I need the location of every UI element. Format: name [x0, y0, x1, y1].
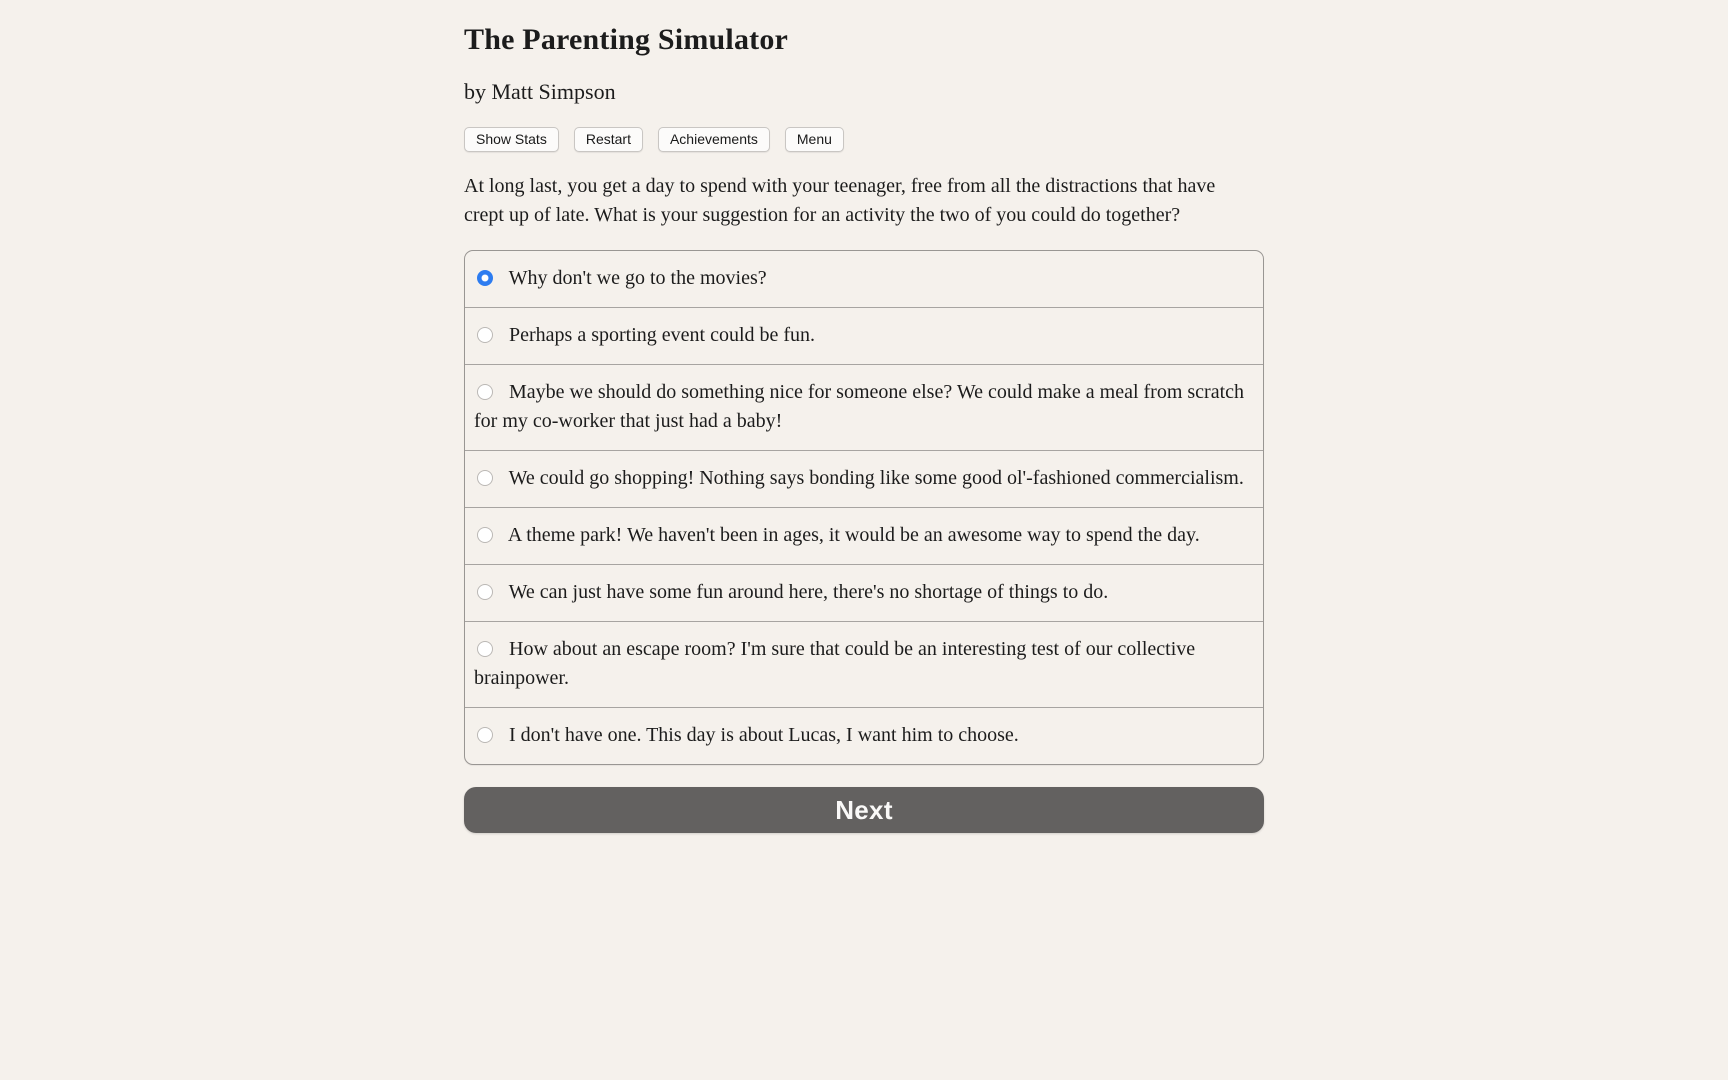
- choice-option-movies[interactable]: [465, 251, 1263, 307]
- achievements-button[interactable]: Achievements: [658, 127, 770, 152]
- choice-option-escape-room[interactable]: [465, 621, 1263, 707]
- choice-option-meal-for-coworker[interactable]: [465, 364, 1263, 450]
- choice-label: Maybe we should do something nice for someone else? We could make a meal from scratch for my co-worker that just had a baby!: [474, 381, 1245, 433]
- toolbar: [464, 127, 1264, 152]
- choices-list: [464, 250, 1264, 765]
- page-title: The Parenting Simulator: [464, 23, 789, 56]
- choice-option-theme-park[interactable]: [465, 507, 1263, 564]
- choice-radio[interactable]: [477, 270, 493, 286]
- choice-option-fun-around-here[interactable]: [465, 564, 1263, 621]
- story-paragraph: At long last, you get a day to spend with your teenager, free from all the distractions that have crept up of late. What is your suggestion for an activity the two of you could do together?: [464, 175, 1216, 227]
- choice-radio[interactable]: [477, 384, 493, 400]
- choice-radio[interactable]: [477, 470, 493, 486]
- game-content: [464, 0, 1264, 833]
- choice-option-sporting-event[interactable]: [465, 307, 1263, 364]
- restart-button[interactable]: Restart: [574, 127, 643, 152]
- choice-radio[interactable]: [477, 641, 493, 657]
- choice-radio[interactable]: [477, 327, 493, 343]
- choice-label: We could go shopping! Nothing says bonding like some good ol'-fashioned commercialism.: [508, 467, 1244, 490]
- choice-radio[interactable]: [477, 527, 493, 543]
- menu-button[interactable]: Menu: [785, 127, 844, 152]
- choice-radio[interactable]: [477, 584, 493, 600]
- choice-label: We can just have some fun around here, there's no shortage of things to do.: [508, 581, 1109, 604]
- choice-label: A theme park! We haven't been in ages, it would be an awesome way to spend the day.: [507, 524, 1200, 547]
- choice-label: How about an escape room? I'm sure that could be an interesting test of our collective brainpower.: [474, 638, 1196, 690]
- choice-option-shopping[interactable]: [465, 450, 1263, 507]
- choice-radio[interactable]: [477, 727, 493, 743]
- author-byline: by Matt Simpson: [464, 79, 616, 104]
- show-stats-button[interactable]: Show Stats: [464, 127, 559, 152]
- choice-label: I don't have one. This day is about Lucas, I want him to choose.: [509, 724, 1019, 747]
- choice-option-let-lucas-choose[interactable]: [465, 707, 1263, 764]
- choice-label: Why don't we go to the movies?: [508, 267, 767, 290]
- choice-label: Perhaps a sporting event could be fun.: [509, 324, 816, 347]
- next-button[interactable]: Next: [464, 787, 1264, 833]
